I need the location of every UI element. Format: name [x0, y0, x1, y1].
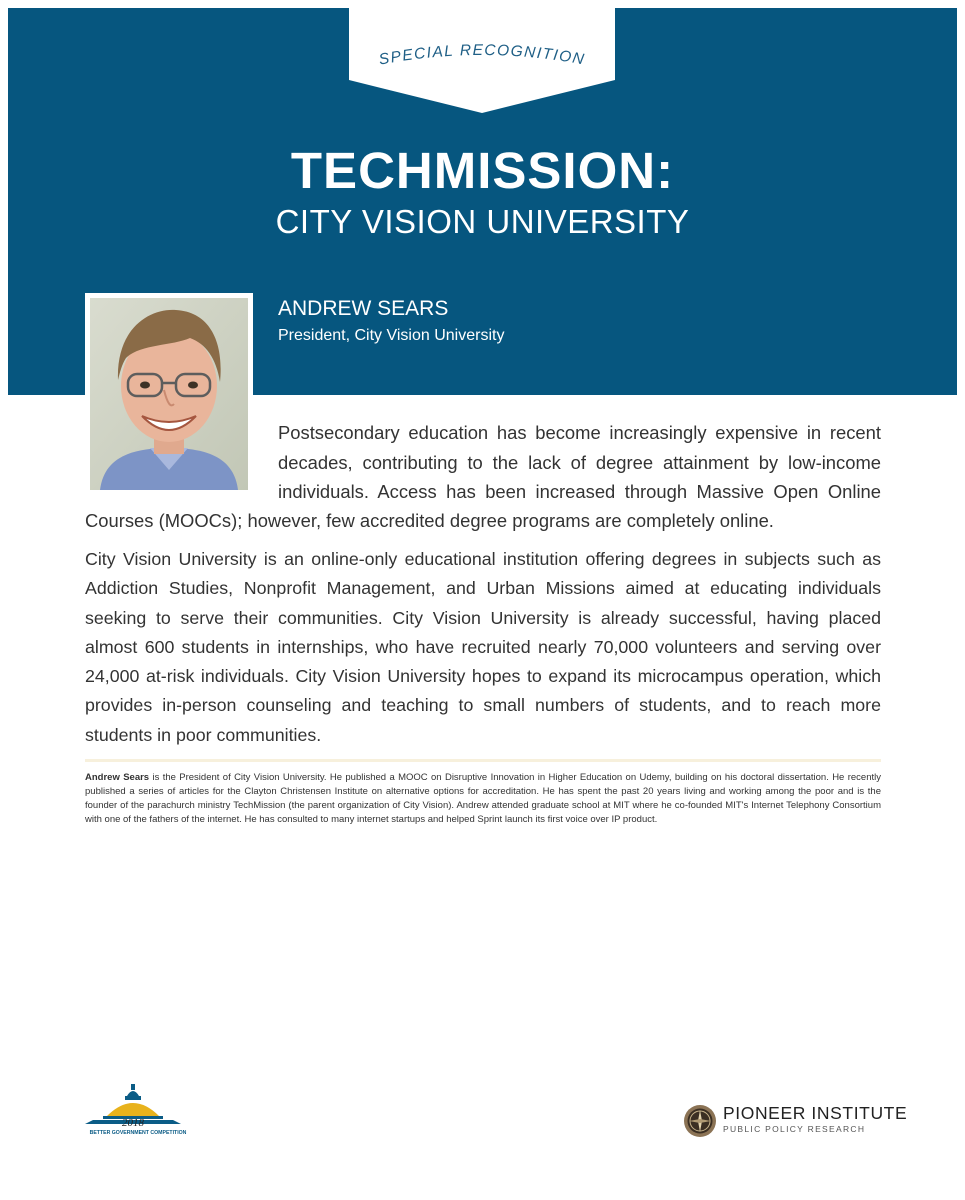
person-role: President, City Vision University — [278, 327, 505, 344]
ribbon-label — [349, 30, 615, 90]
portrait-photo — [90, 298, 248, 490]
person-name: ANDREW SEARS — [278, 297, 449, 320]
org-tagline: PUBLIC POLICY RESEARCH — [723, 1124, 866, 1134]
photo-frame — [85, 293, 253, 495]
intro-line: individuals. Access has been increased through Massive Open Online — [278, 481, 881, 502]
bio-paragraph — [85, 771, 881, 827]
svg-text:SPECIAL RECOGNITION — [378, 42, 587, 69]
body-paragraph-2: City Vision University is an online-only educational institution offering degrees in subjects such as Addiction Studies, Nonprofit Management, and Urban Missions aimed at educating individuals seeking to serve their communities. City Vision University is already successful, having placed almost 600 students in internships, who have recruited nearly 70,000 volunteers and serving over 24,000 at-risk individuals. City Vision University hopes to expand its microcampus operation, which provides in-person counseling and teaching to small numbers of students, and to reach more students in poor communities. — [85, 549, 881, 745]
intro-paragraph — [278, 418, 881, 507]
page-title: TECHMISSION: — [290, 142, 675, 199]
divider — [85, 759, 881, 762]
compass-seal-icon — [683, 1104, 717, 1138]
ribbon-label-text: SPECIAL RECOGNITION — [377, 41, 587, 69]
org-name: PIONEER INSTITUTE — [723, 1103, 908, 1123]
state-house-dome-icon — [85, 1082, 191, 1138]
bio-name: Andrew Sears — [85, 772, 150, 783]
competition-name: BETTER GOVERNMENT COMPETITION — [89, 1130, 187, 1136]
intro-line-last: Courses (MOOCs); however, few accredited degree programs are completely online. — [85, 510, 774, 531]
intro-line: decades, contributing to the lack of degree attainment by low-income — [278, 451, 881, 473]
competition-year: 2018 — [122, 1117, 144, 1129]
intro-line: Postsecondary education has become increasingly expensive in recent — [278, 422, 881, 443]
page-subtitle: CITY VISION UNIVERSITY — [275, 203, 690, 240]
bio-text: is the President of City Vision University. He published a MOOC on Disruptive Innovation in Higher Education on Udemy, building on his doctoral dissertation. He recently published a series of articles for the Clayton Christensen Institute on alternative options for accreditation. He has spent the past 20 years living and working among the poor and is the founder of the parachurch ministry TechMission (the parent organization of City Vision). Andrew attended graduate school at MIT where he co-founded MIT's Internet Telephony Consortium with one of the fathers of the internet. He has consulted to many internet startups and helped Sprint launch its first voice over IP product. — [85, 772, 881, 825]
